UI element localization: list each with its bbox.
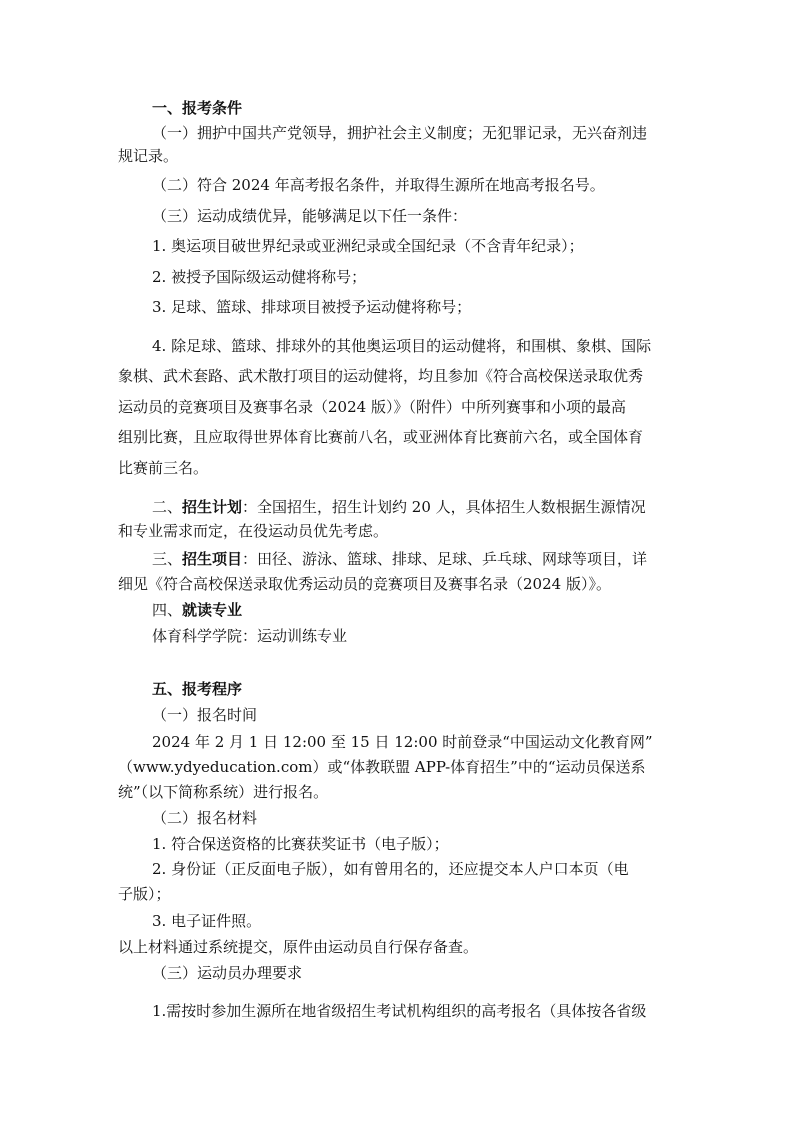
list-item: 2. 被授予国际级运动健将称号； (152, 268, 367, 286)
section-3-heading: 招生项目 (182, 550, 243, 568)
section-3-line (152, 549, 647, 569)
section-5-heading: 五、报考程序 (152, 680, 243, 698)
section-3-text: ：田径、游泳、篮球、排球、足球、乒乓球、网球等项目，详 (242, 550, 648, 568)
paragraph: 统”（以下简称系统）进行报名。 (118, 783, 329, 801)
list-item: 象棋、武术套路、武术散打项目的运动健将，均且参加《符合高校保送录取优秀 (118, 367, 644, 385)
subheading: （二）报名材料 (152, 809, 258, 827)
section-2-heading: 招生计划 (182, 498, 243, 516)
section-3-label: 三、 (152, 550, 183, 568)
paragraph: （二）符合 2024 年高考报名条件，并取得生源所在地高考报名号。 (152, 176, 605, 194)
paragraph: （一）拥护中国共产党领导，拥护社会主义制度；无犯罪记录，无兴奋剂违 (152, 124, 648, 142)
section-1-heading: 一、报考条件 (152, 99, 243, 117)
subheading: （一）报名时间 (152, 706, 258, 724)
list-item: 3. 电子证件照。 (152, 912, 262, 930)
list-item: 比赛前三名。 (118, 459, 209, 477)
paragraph: 以上材料通过系统提交，原件由运动员自行保存备查。 (118, 938, 479, 956)
list-item: 1. 符合保送资格的比赛获奖证书（电子版）； (152, 835, 449, 853)
list-item: 2. 身份证（正反面电子版），如有曾用名的，还应提交本人户口本页（电 (152, 860, 629, 878)
paragraph: 体育科学学院：运动训练专业 (152, 627, 348, 645)
paragraph: （www.ydyeducation.com）或“体教联盟 APP-体育招生”中的“运动员保送系 (118, 758, 646, 776)
section-2-text: ：全国招生，招生计划约 20 人，具体招生人数根据生源情况 (242, 498, 646, 516)
section-4-label: 四、 (152, 601, 183, 619)
section-4-heading: 就读专业 (182, 601, 243, 619)
list-item: 4. 除足球、篮球、排球外的其他奥运项目的运动健将，和围棋、象棋、国际 (152, 337, 652, 355)
section-4-line (152, 600, 242, 620)
paragraph: 1.需按时参加生源所在地省级招生考试机构组织的高考报名（具体按各省级 (152, 1002, 647, 1020)
paragraph: 细见《符合高校保送录取优秀运动员的竞赛项目及赛事名录（2024 版）》。 (118, 575, 611, 593)
section-2-line (152, 497, 646, 517)
list-item: 子版）； (118, 885, 171, 903)
paragraph: （三）运动成绩优异，能够满足以下任一条件： (152, 207, 468, 225)
section-2-label: 二、 (152, 498, 183, 516)
paragraph: 2024 年 2 月 1 日 12:00 至 15 日 12:00 时前登录“中国运动文化教育网” (152, 733, 653, 751)
list-item: 1. 奥运项目破世界纪录或亚洲纪录或全国纪录（不含青年纪录）； (152, 237, 584, 255)
list-item: 3. 足球、篮球、排球项目被授予运动健将称号； (152, 298, 472, 316)
paragraph: 规记录。 (118, 147, 179, 165)
subheading: （三）运动员办理要求 (152, 964, 303, 982)
paragraph: 和专业需求而定，在役运动员优先考虑。 (118, 522, 389, 540)
list-item: 运动员的竞赛项目及赛事名录（2024 版）》（附件）中所列赛事和小项的最高 (118, 398, 626, 416)
list-item: 组别比赛，且应取得世界体育比赛前八名，或亚洲体育比赛前六名，或全国体育 (118, 428, 644, 446)
